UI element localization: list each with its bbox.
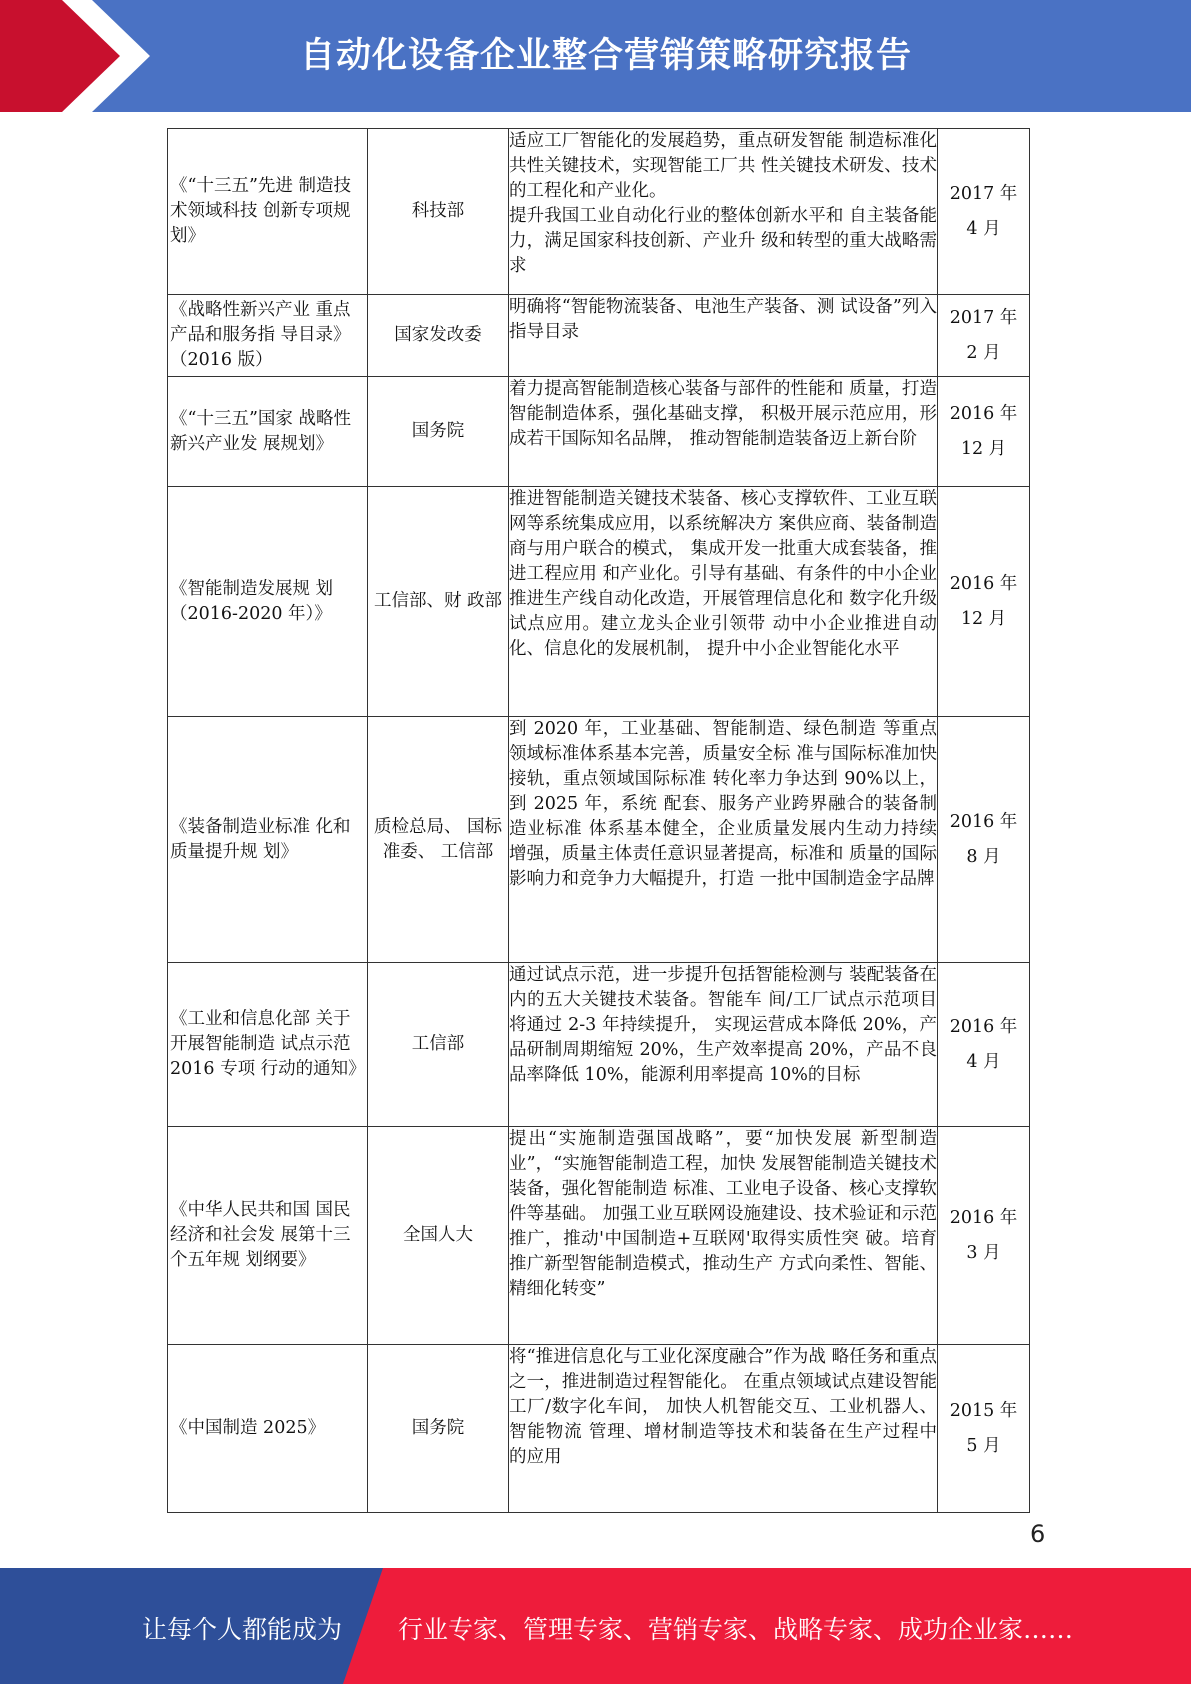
policy-name-cell: 《装备制造业标准 化和质量提升规 划》 xyxy=(168,717,368,963)
table-row xyxy=(168,1127,1030,1345)
release-date-cell xyxy=(938,1127,1030,1345)
policy-content-paragraph: 明确将“智能物流装备、电池生产装备、测 试设备”列入指导目录 xyxy=(509,297,937,342)
policy-content-cell xyxy=(509,1345,938,1513)
release-year: 2016 年 xyxy=(949,1016,1018,1037)
policy-content-cell xyxy=(509,295,938,377)
release-date-cell xyxy=(938,377,1030,487)
issuing-department-cell: 工信部、财 政部 xyxy=(368,487,509,717)
release-year: 2017 年 xyxy=(949,183,1018,204)
release-month: 12 月 xyxy=(960,438,1007,459)
policy-content-paragraph: 适应工厂智能化的发展趋势，重点研发智能 制造标准化共性关键技术，实现智能工厂共 性关键技术研发、技术的工程化和产业化。 xyxy=(509,131,937,201)
release-month: 5 月 xyxy=(966,1435,1001,1456)
table-row xyxy=(168,717,1030,963)
release-year: 2016 年 xyxy=(949,573,1018,594)
release-date-cell xyxy=(938,129,1030,295)
issuing-department-cell: 质检总局、 国标准委、 工信部 xyxy=(368,717,509,963)
policy-content-paragraph: 提出“实施制造强国战略”，要“加快发展 新型制造业”，“实施智能制造工程，加快 发展智能制造关键技术装备，强化智能制造 标准、工业电子设备、核心支撑软件等基础。 加强工业互联网设施建设、技术验证和示范 推广，推动'中国制造+互联网'取得实质性突 破。培育推广新型智能制造模式，推动生产 方式向柔性、智能、精细化转变” xyxy=(509,1129,937,1299)
release-year: 2016 年 xyxy=(949,811,1018,832)
release-year: 2016 年 xyxy=(949,1207,1018,1228)
table-row xyxy=(168,129,1030,295)
policy-name-cell: 《“十三五”国家 战略性新兴产业发 展规划》 xyxy=(168,377,368,487)
release-month: 2 月 xyxy=(966,342,1001,363)
release-year: 2015 年 xyxy=(949,1400,1018,1421)
issuing-department-cell: 工信部 xyxy=(368,963,509,1127)
release-month: 4 月 xyxy=(966,218,1001,239)
issuing-department-cell: 科技部 xyxy=(368,129,509,295)
policy-name-cell: 《中国制造 2025》 xyxy=(168,1345,368,1513)
footer-slogan-left: 让每个人都能成为 xyxy=(142,1615,343,1644)
release-date-cell xyxy=(938,717,1030,963)
table-row xyxy=(168,1345,1030,1513)
release-year: 2016 年 xyxy=(949,403,1018,424)
release-date-cell xyxy=(938,1345,1030,1513)
release-month: 4 月 xyxy=(966,1051,1001,1072)
policy-content-cell xyxy=(509,129,938,295)
issuing-department-cell: 国务院 xyxy=(368,377,509,487)
policy-content-paragraph: 提升我国工业自动化行业的整体创新水平和 自主装备能力，满足国家科技创新、产业升 级和转型的重大战略需求 xyxy=(509,206,937,276)
release-year: 2017 年 xyxy=(949,307,1018,328)
policy-content-paragraph: 将“推进信息化与工业化深度融合”作为战 略任务和重点之一，推进制造过程智能化。 在重点领域试点建设智能工厂/数字化车间， 加快人机智能交互、工业机器人、智能物流 管理、增材制造等技术和装备在生产过程中 的应用 xyxy=(509,1347,937,1467)
release-date-cell xyxy=(938,295,1030,377)
policy-name-cell: 《工业和信息化部 关于开展智能制造 试点示范 2016 专项 行动的通知》 xyxy=(168,963,368,1127)
policy-content-paragraph: 着力提高智能制造核心装备与部件的性能和 质量，打造智能制造体系，强化基础支撑， 积极开展示范应用，形成若干国际知名品牌， 推动智能制造装备迈上新台阶 xyxy=(509,379,937,449)
table-row xyxy=(168,377,1030,487)
policy-content-paragraph: 推进智能制造关键技术装备、核心支撑软件、工业互联网等系统集成应用，以系统解决方 案供应商、装备制造商与用户联合的模式， 集成开发一批重大成套装备，推进工程应用 和产业化。引导有基础、有条件的中小企业推进生产线自动化改造，开展管理信息化和 数字化升级试点应用。建立龙头企业引领带 动中小企业推进自动化、信息化的发展机制， 提升中小企业智能化水平 xyxy=(509,489,937,659)
table-row xyxy=(168,963,1030,1127)
policy-content-cell xyxy=(509,963,938,1127)
policy-content-cell xyxy=(509,377,938,487)
table-row xyxy=(168,295,1030,377)
page-number: 6 xyxy=(1030,1520,1046,1548)
policy-content-cell xyxy=(509,1127,938,1345)
policy-name-cell: 《“十三五”先进 制造技术领域科技 创新专项规划》 xyxy=(168,129,368,295)
policy-content-paragraph: 通过试点示范，进一步提升包括智能检测与 装配装备在内的五大关键技术装备。智能车 间/工厂试点示范项目将通过 2-3 年持续提升， 实现运营成本降低 20%，产品研制周期缩短 20%，生产效率提高 20%，产品不良品率降低 10%，能源利用率提高 10%的目标 xyxy=(509,965,937,1085)
release-month: 12 月 xyxy=(960,608,1007,629)
policy-name-cell: 《中华人民共和国 国民经济和社会发 展第十三个五年规 划纲要》 xyxy=(168,1127,368,1345)
release-month: 8 月 xyxy=(966,846,1001,867)
policy-content-paragraph: 到 2020 年，工业基础、智能制造、绿色制造 等重点领域标准体系基本完善，质量安全标 准与国际标准加快接轨，重点领域国际标准 转化率力争达到 90%以上，到 2025 年，系统 配套、服务产业跨界融合的装备制造业标准 体系基本健全，企业质量发展内生动力持续 增强，质量主体责任意识显著提高，标准和 质量的国际影响力和竞争力大幅提升，打造 一批中国制造金字品牌 xyxy=(509,719,937,889)
page-footer xyxy=(0,1568,1191,1684)
release-date-cell xyxy=(938,487,1030,717)
page-header xyxy=(0,0,1191,112)
footer-slogan-right: 行业专家、管理专家、营销专家、战略专家、成功企业家…… xyxy=(398,1615,1074,1644)
policy-content-cell xyxy=(509,717,938,963)
release-date-cell xyxy=(938,963,1030,1127)
report-title: 自动化设备企业整合营销策略研究报告 xyxy=(300,36,913,76)
policy-name-cell: 《战略性新兴产业 重点产品和服务指 导目录》（2016 版） xyxy=(168,295,368,377)
issuing-department-cell: 全国人大 xyxy=(368,1127,509,1345)
issuing-department-cell: 国务院 xyxy=(368,1345,509,1513)
issuing-department-cell: 国家发改委 xyxy=(368,295,509,377)
table-row xyxy=(168,487,1030,717)
policy-table xyxy=(167,128,1030,1513)
policy-name-cell: 《智能制造发展规 划（2016-2020 年）》 xyxy=(168,487,368,717)
policy-content-cell xyxy=(509,487,938,717)
release-month: 3 月 xyxy=(966,1242,1001,1263)
